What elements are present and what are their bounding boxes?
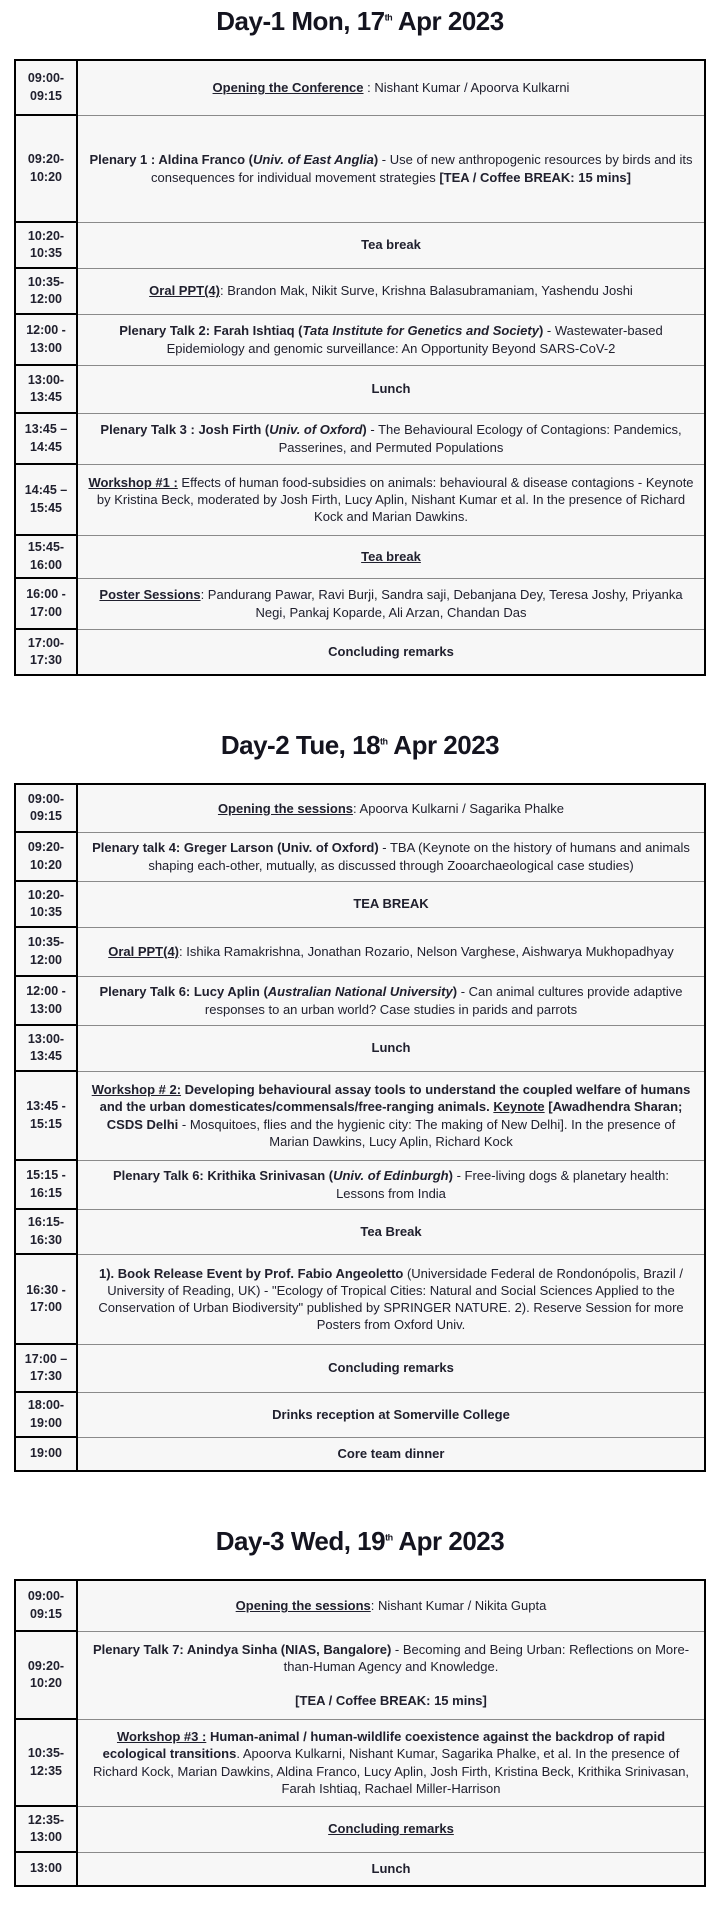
text-segment: . Apoorva Kulkarni, Nishant Kumar, Sagarika Phalke, et al. In the presence of Richard Kock, Marian Dawkins, Aldina Franco, Lucy Aplin, Josh Firth, Kristina Beck, Krithika Srinivasan, Farah Ishtiaq, Rachael Miller-Harrison	[92, 1746, 693, 1796]
time-slot: 09:20-10:20	[15, 1631, 77, 1719]
text-segment: )	[452, 984, 458, 1000]
text-segment: th	[385, 1532, 393, 1543]
event-description	[77, 464, 705, 535]
schedule-row	[15, 1437, 705, 1471]
text-segment: Plenary talk 4: Greger Larson (Univ. of Oxford)	[92, 840, 379, 856]
text-segment: Workshop #1 :	[88, 474, 178, 490]
day-title	[0, 1526, 720, 1557]
time-slot: 12:35-13:00	[15, 1806, 77, 1852]
time-slot: 16:00 - 17:00	[15, 578, 77, 629]
text-segment: Plenary Talk 6: Krithika Srinivasan (	[112, 1168, 334, 1184]
schedule-row	[15, 1160, 705, 1209]
text-segment: Lunch	[371, 1040, 411, 1056]
event-description	[77, 927, 705, 976]
schedule-row	[15, 832, 705, 881]
event-description	[77, 1806, 705, 1852]
text-segment: Plenary 1 : Aldina Franco (	[89, 152, 253, 168]
schedule-row	[15, 578, 705, 629]
event-description	[77, 268, 705, 314]
schedule-row	[15, 1344, 705, 1392]
text-segment: )	[373, 152, 379, 168]
event-description	[77, 1437, 705, 1471]
text-segment: - Becoming and Being Urban: Reflections on More-than-Human Agency and Knowledge.	[283, 1641, 690, 1674]
schedule-row	[15, 464, 705, 535]
event-description	[77, 535, 705, 578]
event-description	[77, 1071, 705, 1160]
text-segment: Lunch	[371, 381, 411, 397]
schedule-table	[14, 783, 706, 1472]
time-slot: 17:00 – 17:30	[15, 1344, 77, 1392]
text-segment: - Can animal cultures provide adaptive responses to an urban world? Case studies in parids and parrots	[204, 984, 687, 1017]
text-segment: - Mosquitoes, flies and the hygienic city: The making of New Delhi]. In the presence of Marian Dawkins, Lucy Aplin, Richard Kock	[178, 1116, 679, 1149]
schedule-row	[15, 1719, 705, 1806]
time-slot: 13:00	[15, 1852, 77, 1886]
event-description	[77, 976, 705, 1025]
text-segment: Univ. of Edinburgh	[333, 1168, 449, 1184]
time-slot: 12:00 - 13:00	[15, 314, 77, 365]
time-slot: 14:45 – 15:45	[15, 464, 77, 535]
text-segment: Day-2 Tue, 18	[220, 730, 381, 760]
text-segment: Effects of human food-subsidies on animals: behavioural & disease contagions - Keynote by Kristina Beck, moderated by Josh Firth, Lucy Aplin, Nishant Kumar et al. In the presence of Richard Kock and Marian Dawkins.	[96, 474, 698, 525]
text-segment: Keynote	[493, 1099, 545, 1115]
schedule-row	[15, 115, 705, 222]
text-segment: - Free-living dogs & planetary health: Lessons from India	[336, 1168, 673, 1201]
text-segment: Workshop #3 :	[116, 1729, 207, 1745]
time-slot: 09:00-09:15	[15, 784, 77, 832]
text-segment: Concluding remarks	[328, 1821, 454, 1837]
text-segment: Tea Break	[360, 1223, 422, 1239]
time-slot: 10:35-12:35	[15, 1719, 77, 1806]
text-segment: [TEA / Coffee BREAK: 15 mins]	[439, 169, 631, 185]
text-segment: Poster Sessions	[99, 587, 201, 603]
time-slot: 19:00	[15, 1437, 77, 1471]
text-segment: - Use of new anthropogenic resources by birds and its consequences for individual movement strategies	[151, 152, 697, 185]
schedule-row	[15, 1025, 705, 1071]
schedule-row	[15, 413, 705, 464]
text-segment: Drinks reception at Somerville College	[272, 1406, 510, 1422]
time-slot: 09:00-09:15	[15, 1580, 77, 1631]
text-segment: Plenary Talk 7: Anindya Sinha (NIAS, Bangalore)	[92, 1641, 392, 1657]
text-segment: [Awadhendra Sharan; CSDS Delhi	[106, 1099, 687, 1132]
text-segment: Apr 2023	[387, 730, 500, 760]
text-segment: Oral PPT(4)	[149, 283, 220, 299]
time-slot: 10:35-12:00	[15, 927, 77, 976]
schedule-row	[15, 1392, 705, 1437]
text-segment: 1). Book Release Event by Prof. Fabio Angeoletto	[98, 1265, 404, 1281]
text-segment: Lunch	[371, 1861, 411, 1877]
text-segment: Developing behavioural assay tools to understand the coupled welfare of humans and the urban domesticates/commensals/free-ranging animals.	[99, 1082, 694, 1115]
schedule-row	[15, 1209, 705, 1254]
time-slot: 09:00-09:15	[15, 60, 77, 115]
text-segment: : Nishant Kumar / Apoorva Kulkarni	[363, 80, 570, 96]
text-segment: : Brandon Mak, Nikit Surve, Krishna Balasubramaniam, Yashendu Joshi	[219, 283, 633, 299]
time-slot: 13:00-13:45	[15, 1025, 77, 1071]
text-segment: Workshop # 2:	[91, 1082, 182, 1098]
schedule-row	[15, 1806, 705, 1852]
schedule-row	[15, 784, 705, 832]
schedule-row	[15, 1852, 705, 1886]
text-segment: : Apoorva Kulkarni / Sagarika Phalke	[353, 800, 565, 816]
day-title	[0, 6, 720, 37]
text-segment: th	[380, 736, 388, 747]
day-title	[0, 730, 720, 761]
event-description	[77, 578, 705, 629]
text-segment: )	[362, 422, 367, 438]
time-slot: 15:15 - 16:15	[15, 1160, 77, 1209]
day-section-2	[0, 730, 720, 1472]
event-description	[77, 413, 705, 464]
text-segment: Plenary Talk 6: Lucy Aplin (	[99, 984, 268, 1000]
text-segment: (Universidade Federal de Rondonópolis, Brazil / University of Reading, UK) - "Ecology of Tropical Cities: Natural and Social Sciences Applied to the Conservation of Urban Biodiversity" published by SPRINGER NATURE. 2). Reserve Session for more Posters from Oxford Univ.	[98, 1265, 688, 1333]
schedule-row	[15, 1071, 705, 1160]
event-description	[77, 1209, 705, 1254]
text-segment: Apr 2023	[392, 6, 504, 36]
schedule-row	[15, 927, 705, 976]
event-description	[77, 60, 705, 115]
event-description	[77, 1580, 705, 1631]
time-slot: 10:20-10:35	[15, 881, 77, 927]
event-description	[77, 1344, 705, 1392]
event-description	[77, 881, 705, 927]
text-segment: Apr 2023	[392, 1526, 505, 1556]
event-description	[77, 1631, 705, 1719]
text-segment: Oral PPT(4)	[108, 943, 180, 959]
schedule-row	[15, 535, 705, 578]
time-slot: 17:00-17:30	[15, 629, 77, 675]
text-segment: Tea break	[361, 548, 421, 564]
text-segment: : Ishika Ramakrishna, Jonathan Rozario, Nelson Varghese, Aishwarya Mukhopadhyay	[179, 943, 674, 959]
event-description	[77, 1160, 705, 1209]
text-segment: : Nishant Kumar / Nikita Gupta	[370, 1598, 547, 1614]
text-segment: )	[448, 1168, 453, 1184]
text-segment: Australian National University	[267, 984, 453, 1000]
text-segment: Day-3 Wed, 19	[215, 1526, 386, 1556]
time-slot: 12:00 - 13:00	[15, 976, 77, 1025]
time-slot: 18:00-19:00	[15, 1392, 77, 1437]
event-description	[77, 115, 705, 222]
schedule-row	[15, 1580, 705, 1631]
text-segment: Plenary Talk 3 : Josh Firth (	[100, 422, 270, 438]
text-segment: Tata Institute for Genetics and Society	[302, 323, 539, 339]
time-slot: 09:20-10:20	[15, 832, 77, 881]
schedule-row	[15, 268, 705, 314]
text-segment: Univ. of East Anglia	[252, 152, 374, 168]
text-segment: Concluding remarks	[328, 1360, 454, 1376]
text-segment: [TEA / Coffee BREAK: 15 mins]	[295, 1693, 487, 1709]
event-description	[77, 222, 705, 268]
time-slot: 16:15-16:30	[15, 1209, 77, 1254]
time-slot: 09:20-10:20	[15, 115, 77, 222]
schedule-row	[15, 60, 705, 115]
day-section-3	[0, 1526, 720, 1887]
text-segment: Univ. of Oxford	[269, 422, 363, 438]
time-slot: 13:45 - 15:15	[15, 1071, 77, 1160]
event-description	[77, 1025, 705, 1071]
time-slot: 13:45 – 14:45	[15, 413, 77, 464]
event-description	[77, 629, 705, 675]
day-section-1	[0, 6, 720, 676]
event-description	[77, 1719, 705, 1806]
text-segment: Opening the sessions	[217, 800, 354, 816]
text-segment: Human-animal / human-wildlife coexistence against the backdrop of rapid ecological transitions	[102, 1729, 669, 1762]
schedule-row	[15, 365, 705, 413]
event-description	[77, 1254, 705, 1344]
event-description	[77, 1392, 705, 1437]
text-segment: TEA BREAK	[353, 896, 429, 912]
text-segment: th	[384, 12, 393, 23]
event-description	[77, 314, 705, 365]
schedule-row	[15, 1631, 705, 1719]
event-description	[77, 784, 705, 832]
text-segment: Concluding remarks	[328, 644, 454, 660]
text-segment: - The Behavioural Ecology of Contagions: Pandemics, Passerines, and Permuted Populations	[278, 422, 686, 455]
text-segment: Tea break	[361, 237, 421, 253]
time-slot: 13:00-13:45	[15, 365, 77, 413]
time-slot: 10:20-10:35	[15, 222, 77, 268]
text-segment: )	[538, 323, 544, 339]
schedule-table	[14, 59, 706, 676]
schedule-row	[15, 222, 705, 268]
text-segment: Opening the Conference	[212, 80, 364, 96]
time-slot: 10:35-12:00	[15, 268, 77, 314]
text-segment: Day-1 Mon, 17	[216, 6, 385, 36]
time-slot: 16:30 - 17:00	[15, 1254, 77, 1344]
time-slot: 15:45-16:00	[15, 535, 77, 578]
text-segment: : Pandurang Pawar, Ravi Burji, Sandra saji, Debanjana Dey, Teresa Joshy, Priyanka Negi, Pankaj Koparde, Ali Arzan, Chandan Das	[200, 587, 687, 620]
text-segment: Plenary Talk 2: Farah Ishtiaq (	[119, 323, 303, 339]
schedule-row	[15, 314, 705, 365]
text-segment: - TBA (Keynote on the history of humans and animals shaping each-other, mutually, as discussed through Zooarchaeological case studies)	[148, 840, 694, 873]
event-description	[77, 1852, 705, 1886]
schedule-row	[15, 976, 705, 1025]
text-segment: - Wastewater-based Epidemiology and genomic surveillance: An Opportunity Beyond SARS-CoV-2	[166, 323, 667, 356]
schedule-row	[15, 629, 705, 675]
schedule-row	[15, 881, 705, 927]
text-segment: Opening the sessions	[235, 1598, 371, 1614]
schedule-row	[15, 1254, 705, 1344]
text-segment: Core team dinner	[337, 1446, 445, 1462]
schedule-table	[14, 1579, 706, 1887]
event-description	[77, 365, 705, 413]
event-description	[77, 832, 705, 881]
